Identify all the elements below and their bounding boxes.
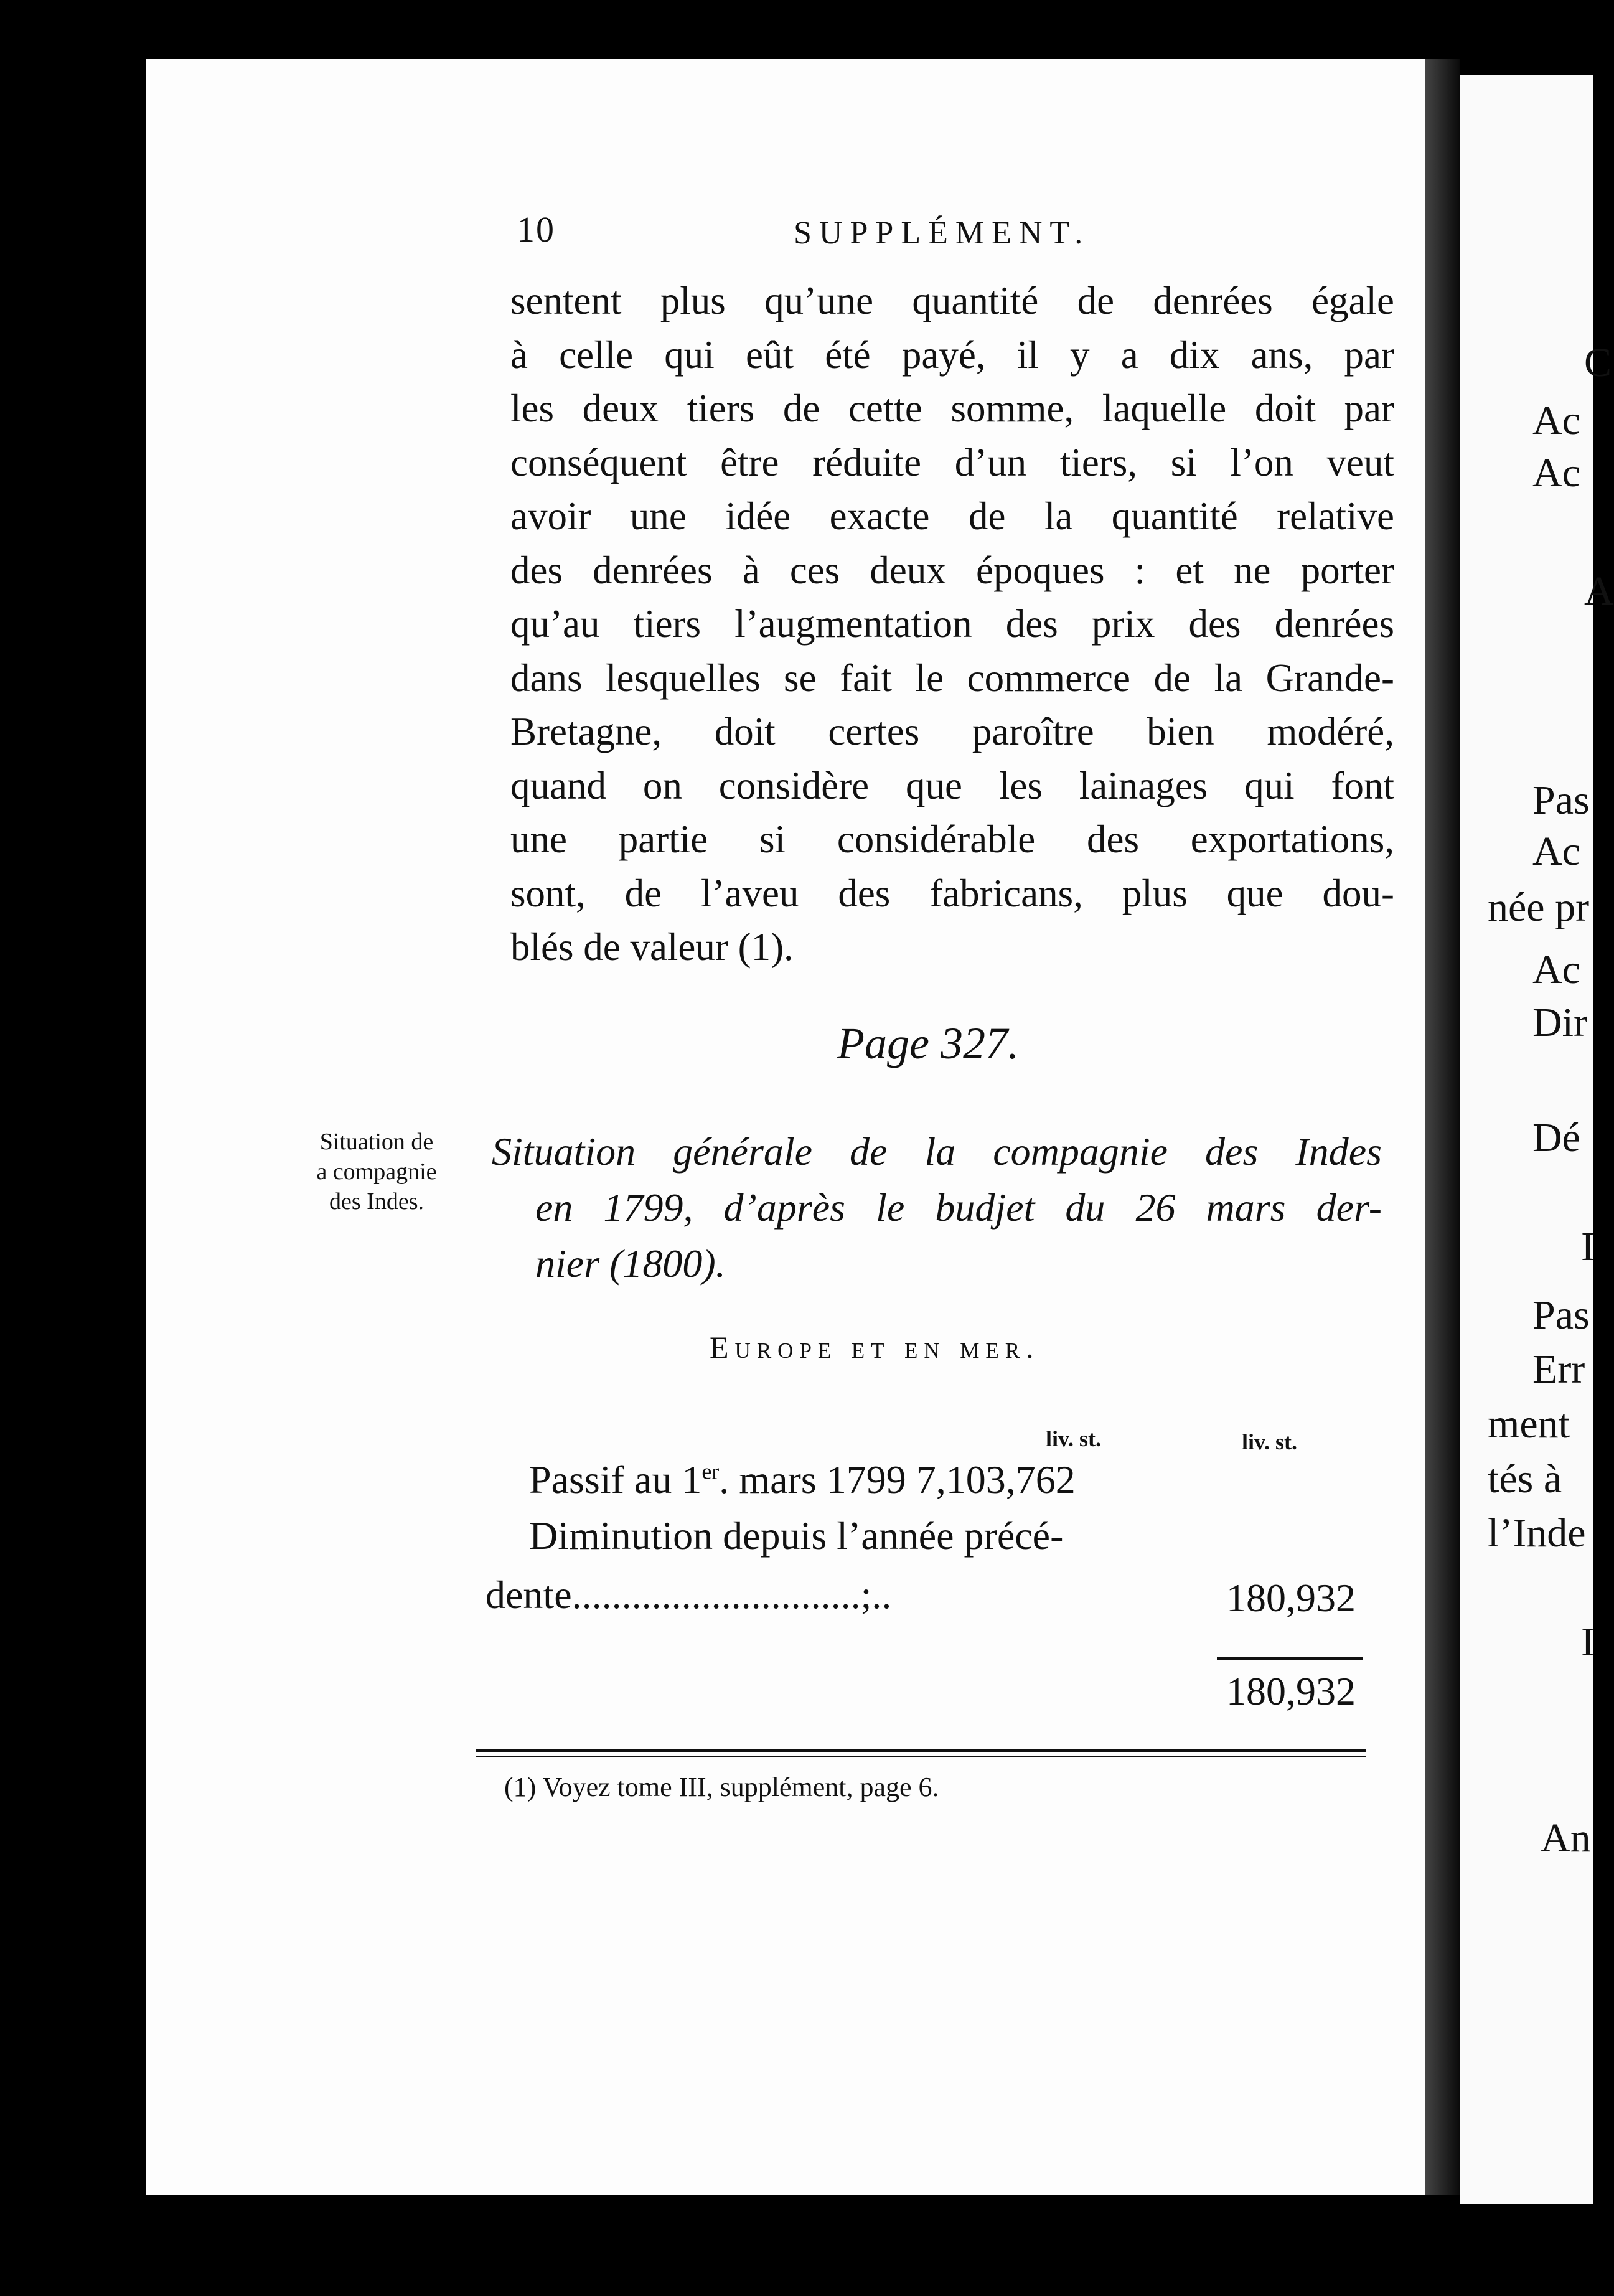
facing-page-text: Ac (1532, 398, 1580, 443)
ledger-row-diminution: Diminution depuis l’année précé- (529, 1513, 1064, 1558)
sum-rule (1217, 1657, 1363, 1660)
ledger-value: 7,103,762 (916, 1457, 1076, 1502)
body-line: blés de valeur (1). (510, 925, 794, 969)
facing-page-text: Dir (1532, 1000, 1587, 1045)
footnote-rule (476, 1756, 1366, 1757)
facing-page-text: Pas (1532, 1292, 1590, 1338)
ledger-row-passif (529, 1457, 1076, 1503)
facing-page-text: I (1581, 1224, 1595, 1269)
running-title: SUPPLÉMENT. (794, 215, 1091, 251)
body-line: dans lesquelles se fait le commerce de la Grande- (510, 656, 1394, 700)
body-paragraph (510, 274, 1394, 974)
margin-note-line: Situation de (319, 1129, 434, 1155)
body-line: Bretagne, doit certes paroître bien modéré, (510, 710, 1394, 753)
facing-page-text: I (1581, 1619, 1595, 1665)
ledger-total: 180,932 (1226, 1669, 1356, 1713)
ledger-row-dente: dente.............................;.. (486, 1573, 892, 1617)
section-title-line: nier (1800). (535, 1241, 726, 1286)
book-gutter (1425, 59, 1460, 2195)
body-line: sont, de l’aveu des fabricans, plus que dou- (510, 871, 1394, 915)
body-line: avoir une idée exacte de la quantité relative (510, 494, 1394, 538)
body-line: une partie si considérable des exportations, (510, 817, 1394, 861)
section-title-line: Situation générale de la compagnie des Indes (492, 1129, 1382, 1174)
body-line: quand on considère que les lainages qui font (510, 763, 1394, 807)
footnote: (1) Voyez tome III, supplément, page 6. (504, 1772, 939, 1802)
page-number: 10 (517, 209, 555, 250)
facing-page-text: tés à (1488, 1456, 1562, 1502)
ledger-label: Passif au 1 (529, 1457, 702, 1502)
facing-page-text: An (1541, 1815, 1591, 1861)
facing-page-text: l’Inde (1488, 1510, 1586, 1556)
margin-note-line: a compagnie (316, 1159, 437, 1185)
body-line: qu’au tiers l’augmentation des prix des denrées (510, 602, 1394, 646)
subsection-heading: Europe et en mer. (710, 1330, 1040, 1365)
facing-page-text: née pr (1488, 885, 1590, 930)
facing-page-text: A (1584, 568, 1614, 614)
footnote-rule (476, 1749, 1366, 1752)
facing-page-text: Ac (1532, 947, 1580, 992)
ledger-value: 180,932 (1226, 1576, 1356, 1620)
column-header: liv. st. (1046, 1426, 1102, 1451)
facing-page-text: Dé (1532, 1115, 1580, 1160)
column-header: liv. st. (1242, 1429, 1298, 1454)
facing-page-text: Pas (1532, 778, 1590, 823)
body-line: les deux tiers de cette somme, laquelle doit par (510, 387, 1394, 430)
body-line: sentent plus qu’une quantité de denrées égale (510, 279, 1394, 322)
margin-note (274, 1127, 479, 1216)
body-line: des denrées à ces deux époques : et ne porter (510, 548, 1394, 592)
body-line: conséquent être réduite d’un tiers, si l’on veut (510, 440, 1394, 484)
facing-page-text: ment (1488, 1401, 1570, 1447)
page-reference: Page 327. (837, 1019, 1019, 1068)
section-title-line: en 1799, d’après le budjet du 26 mars der- (535, 1185, 1382, 1230)
facing-page-text: C (1584, 340, 1612, 385)
body-line: à celle qui eût été payé, il y a dix ans, par (510, 332, 1394, 377)
ledger-label: . mars 1799 (719, 1457, 906, 1502)
facing-page-text: Ac (1532, 829, 1580, 874)
ledger-superscript: er (701, 1459, 720, 1484)
margin-note-line: des Indes. (329, 1188, 424, 1215)
facing-page-text: Ac (1532, 450, 1580, 496)
facing-page-text: Err (1532, 1347, 1585, 1392)
section-title (492, 1124, 1382, 1292)
